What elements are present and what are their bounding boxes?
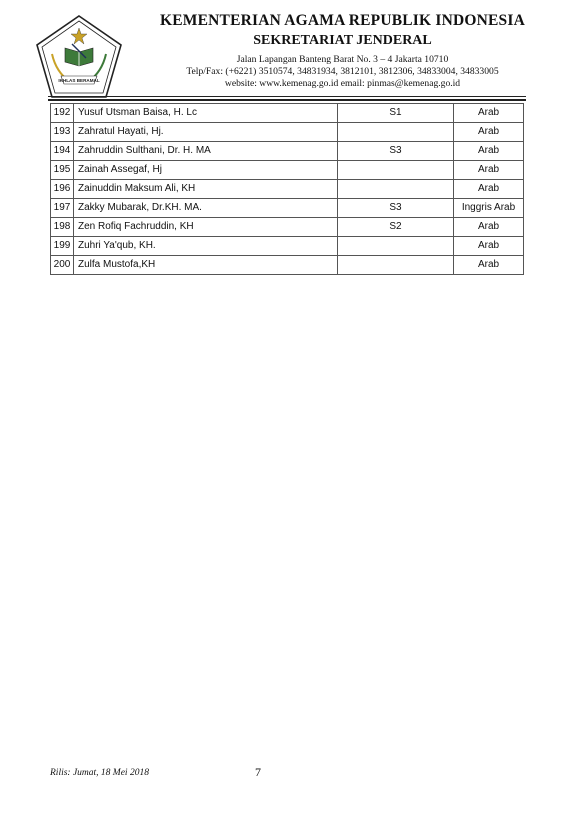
language-cell: Arab <box>454 142 524 161</box>
row-number-cell: 199 <box>51 237 74 256</box>
table-row <box>51 142 524 161</box>
row-number-cell: 195 <box>51 161 74 180</box>
table-row <box>51 104 524 123</box>
name-cell: Zulfa Mustofa,KH <box>74 256 338 275</box>
table-row <box>51 180 524 199</box>
letterhead <box>124 12 561 90</box>
row-number-cell: 193 <box>51 123 74 142</box>
degree-cell: S1 <box>338 104 454 123</box>
table-row <box>51 199 524 218</box>
language-cell: Arab <box>454 123 524 142</box>
language-cell: Inggris Arab <box>454 199 524 218</box>
language-cell: Arab <box>454 104 524 123</box>
phone-line: Telp/Fax: (+6221) 3510574, 34831934, 3812101, 3812306, 34833004, 34833005 <box>186 66 499 77</box>
office-title: SEKRETARIAT JENDERAL <box>253 33 432 48</box>
header-divider-thick <box>48 99 526 101</box>
language-cell: Arab <box>454 256 524 275</box>
table-row <box>51 123 524 142</box>
name-cell: Zen Rofiq Fachruddin, KH <box>74 218 338 237</box>
degree-cell: S3 <box>338 199 454 218</box>
degree-cell <box>338 161 454 180</box>
table-row <box>51 218 524 237</box>
row-number-cell: 196 <box>51 180 74 199</box>
degree-cell: S3 <box>338 142 454 161</box>
name-cell: Zuhri Ya'qub, KH. <box>74 237 338 256</box>
language-cell: Arab <box>454 161 524 180</box>
degree-cell <box>338 256 454 275</box>
ministry-title: KEMENTERIAN AGAMA REPUBLIK INDONESIA <box>159 12 526 29</box>
website-line: website: www.kemenag.go.id email: pinmas@kemenag.go.id <box>224 78 461 89</box>
ministry-emblem-logo <box>34 14 124 100</box>
degree-cell <box>338 237 454 256</box>
release-date: Rilis: Jumat, 18 Mei 2018 <box>50 768 149 778</box>
header-divider-thin <box>48 96 526 97</box>
row-number-cell: 192 <box>51 104 74 123</box>
page-number: 7 <box>255 765 261 779</box>
language-cell: Arab <box>454 180 524 199</box>
logo-motto: IKHLAS BERAMAL <box>58 78 100 84</box>
row-number-cell: 198 <box>51 218 74 237</box>
name-cell: Zainuddin Maksum Ali, KH <box>74 180 338 199</box>
name-cell: Yusuf Utsman Baisa, H. Lc <box>74 104 338 123</box>
language-cell: Arab <box>454 237 524 256</box>
name-cell: Zainah Assegaf, Hj <box>74 161 338 180</box>
language-cell: Arab <box>454 218 524 237</box>
members-table <box>50 103 524 275</box>
degree-cell <box>338 123 454 142</box>
name-cell: Zahruddin Sulthani, Dr. H. MA <box>74 142 338 161</box>
address-line: Jalan Lapangan Banteng Barat No. 3 – 4 Jakarta 10710 <box>236 54 449 65</box>
name-cell: Zakky Mubarak, Dr.KH. MA. <box>74 199 338 218</box>
table-row <box>51 237 524 256</box>
table-row <box>51 161 524 180</box>
row-number-cell: 200 <box>51 256 74 275</box>
row-number-cell: 197 <box>51 199 74 218</box>
name-cell: Zahratul Hayati, Hj. <box>74 123 338 142</box>
degree-cell: S2 <box>338 218 454 237</box>
row-number-cell: 194 <box>51 142 74 161</box>
degree-cell <box>338 180 454 199</box>
members-table-body <box>51 104 524 275</box>
table-row <box>51 256 524 275</box>
